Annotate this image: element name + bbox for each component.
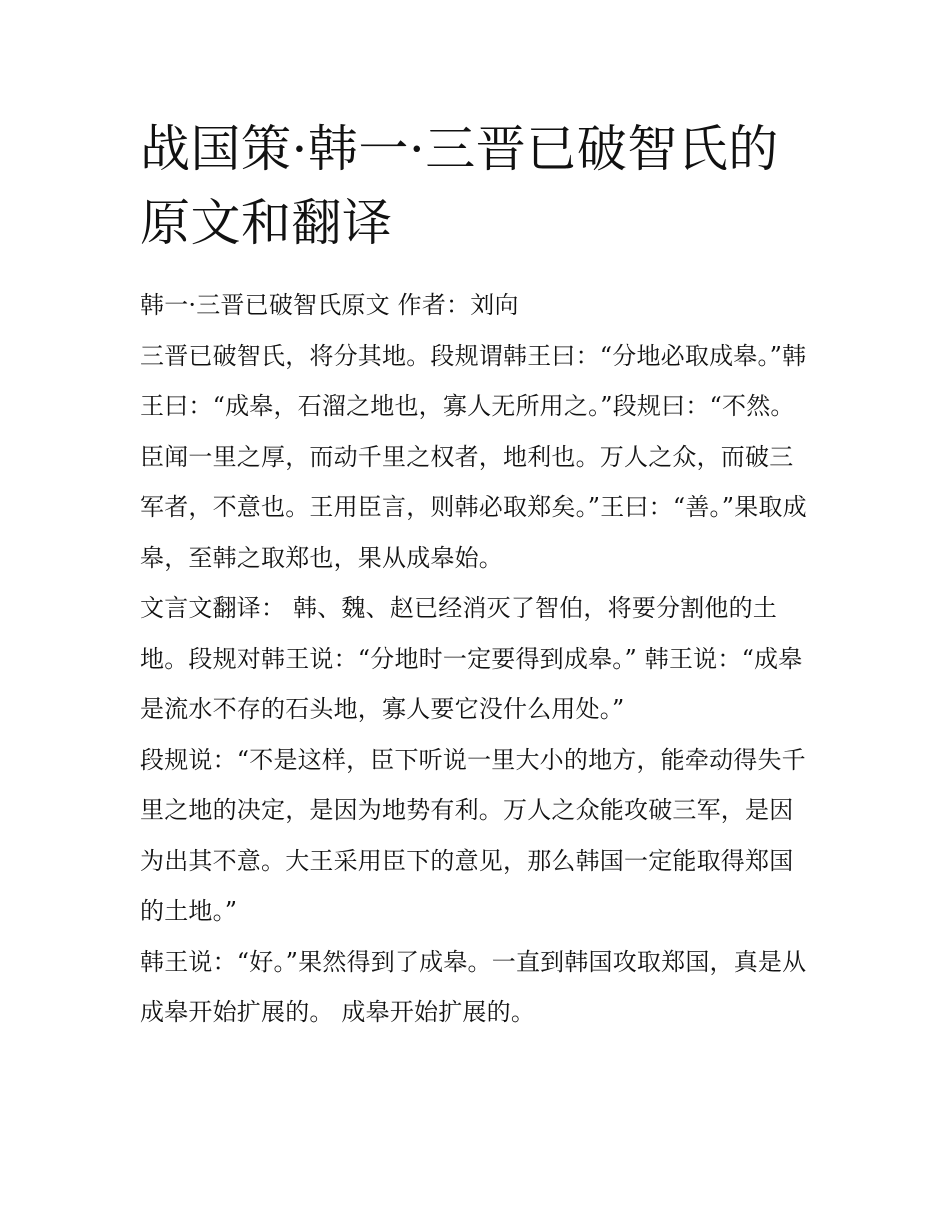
translation-paragraph-1: 文言文翻译： 韩、魏、赵已经消灭了智伯，将要分割他的土地。段规对韩王说：“分地时一定要得到成皋。” 韩王说：“成皋是流水不存的石头地，寡人要它没什么用处。”: [140, 594, 803, 723]
document-title: 战国策·韩一·三晋已破智氏的原文和翻译: [140, 120, 779, 252]
translation-paragraph-3: 韩王说：“好。”果然得到了成皋。一直到韩国攻取郑国，真是从成皋开始扩展的。 成皋开始扩展的。: [140, 947, 807, 1026]
document-body: [140, 280, 815, 1038]
author-line: 韩一·三晋已破智氏原文 作者：刘向: [140, 291, 519, 319]
document-content: [140, 112, 815, 1038]
original-text-paragraph: 三晋已破智氏，将分其地。段规谓韩王曰：“分地必取成皋。”韩王曰：“成皋，石溜之地也，寡人无所用之。”段规曰：“不然。臣闻一里之厚，而动千里之权者，地利也。万人之众，而破三军者，不意也。王用臣言，则韩必取郑矣。”王曰：“善。”果取成皋，至韩之取郑也，果从成皋始。: [140, 341, 807, 572]
translation-paragraph-2: 段规说：“不是这样，臣下听说一里大小的地方，能牵动得失千里之地的决定，是因为地势有利。万人之众能攻破三军，是因为出其不意。大王采用臣下的意见，那么韩国一定能取得郑国的土地。”: [140, 745, 806, 925]
